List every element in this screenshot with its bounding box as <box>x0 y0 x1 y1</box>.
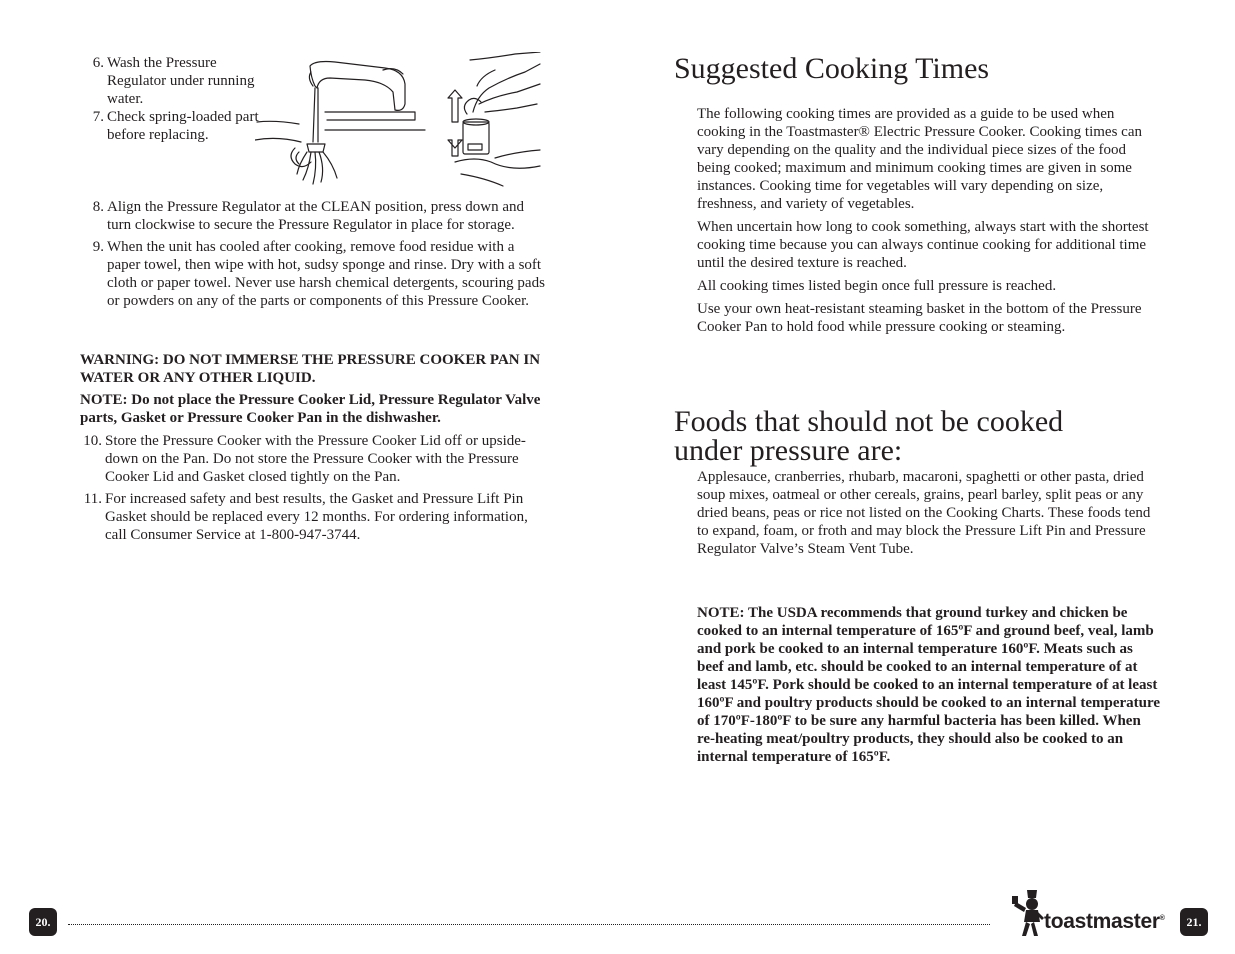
logo-wordmark: toastmaster® <box>1044 910 1165 933</box>
uncertain-paragraph: When uncertain how long to cook something, always start with the shortest cooking time because you can always continue cooking for additional time until the desired texture is reached. <box>697 219 1149 271</box>
page-title: Suggested Cooking Times <box>674 52 990 85</box>
chef-mascot-icon <box>1010 888 1046 940</box>
full-pressure-paragraph: All cooking times listed begin once full pressure is reached. <box>697 278 1057 294</box>
cooking-times-intro <box>697 105 1161 336</box>
foods-heading: Foods that should not be cooked under pressure are: <box>674 405 1064 467</box>
steps-top <box>82 54 262 144</box>
footer-dotted-rule <box>68 924 990 925</box>
dishwasher-note: NOTE: Do not place the Pressure Cooker Lid, Pressure Regulator Valve parts, Gasket or Pressure Cooker Pan in the dishwasher. <box>80 392 541 426</box>
step-7: 7. Check spring-loaded part before replacing. <box>92 109 259 143</box>
page-number-left: 20. <box>29 908 57 936</box>
intro-paragraph: The following cooking times are provided as a guide to be used when cooking in the Toastmaster® Electric Pressure Cooker. Cooking times can vary depending on the quality and the individual piece sizes of the food being cooked; maximum and minimum cooking times are given in some instances. Cooking time for vegetables will vary depending on size, freshness, and variety of vegetables. <box>697 106 1142 212</box>
steaming-basket-paragraph: Use your own heat-resistant steaming basket in the bottom of the Pressure Cooker Pan to hold food while pressure cooking or steaming. <box>697 301 1142 335</box>
steps-mid <box>82 198 547 310</box>
step-9: 9. When the unit has cooled after cooking, remove food residue with a paper towel, then wipe with hot, sudsy sponge and rinse. Dry with a soft cloth or paper towel. Never use harsh chemical detergents, scouring pads or powders on any of the parts or components of this Pressure Cooker. <box>92 239 545 309</box>
page-number-right: 21. <box>1180 908 1208 936</box>
usda-note: NOTE: The USDA recommends that ground turkey and chicken be cooked to an internal temperature of 165ºF and ground beef, veal, lamb and pork be cooked to an internal temperature 160ºF. Meats such as beef and lamb, etc. should be cooked to an internal temperature of at least 145ºF. Pork should be cooked to an internal temperature of at least 160ºF and poultry products should be cooked to an internal temperature of 170ºF-180ºF to be sure any harmful bacteria has been killed. When re-heating meat/poultry products, they should also be cooked to an internal temperature of 165ºF. <box>697 605 1161 765</box>
foods-list: Applesauce, cranberries, rhubarb, macaroni, spaghetti or other pasta, dried soup mixes, oatmeal or other cereals, grains, pearl barley, split peas or any dried beans, peas or rice not listed on the Cooking Charts. These foods tend to expand, foam, or froth and may block the Pressure Lift Pin and Pressure Regulator Valve’s Steam Vent Tube. <box>697 469 1151 557</box>
step-11: 11. For increased safety and best results, the Gasket and Pressure Lift Pin Gasket should be replaced every 12 months. For ordering information, call Consumer Service at 1-800-947-3744. <box>83 491 528 543</box>
step-10: 10. Store the Pressure Cooker with the Pressure Cooker Lid off or upside-down on the Pan. Do not store the Pressure Cooker with the Pressure Cooker Lid and Gasket closed tightly on the Pan. <box>83 433 526 485</box>
step-6: 6. Wash the Pressure Regulator under running water. <box>92 55 255 107</box>
toastmaster-logo <box>1010 888 1175 940</box>
warning-text: WARNING: DO NOT IMMERSE THE PRESSURE COOKER PAN IN WATER OR ANY OTHER LIQUID. <box>80 352 541 386</box>
step-8: 8. Align the Pressure Regulator at the CLEAN position, press down and turn clockwise to secure the Pressure Regulator in place for storage. <box>92 199 525 233</box>
steps-bottom <box>80 432 550 544</box>
regulator-cleaning-illustration <box>255 52 545 192</box>
